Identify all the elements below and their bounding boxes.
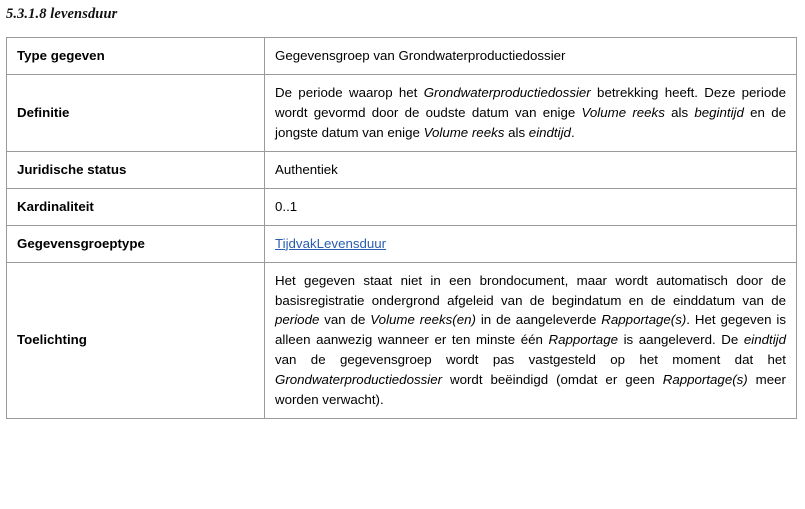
- body-text: van de: [319, 312, 371, 328]
- row-label-gegevensgroeptype: Gegevensgroeptype: [7, 225, 265, 262]
- body-text: . Het gegeven is alleen aanwezig wanneer er ten minste één: [275, 312, 786, 348]
- body-text: als: [504, 124, 529, 140]
- emphasis-text: Grondwaterproductiedossier: [275, 372, 443, 388]
- table-row: [7, 262, 797, 419]
- emphasis-text: Grondwaterproductiedossier: [423, 84, 591, 100]
- row-value-toelichting: [265, 262, 797, 419]
- specification-table: [6, 37, 797, 419]
- paragraph: [275, 271, 786, 411]
- emphasis-text: periode: [275, 312, 320, 328]
- row-label-definitie: Definitie: [7, 74, 265, 151]
- row-label-type-gegeven: Type gegeven: [7, 38, 265, 75]
- body-text: .: [570, 124, 575, 140]
- body-text: De periode waarop het: [275, 84, 424, 100]
- body-text: van de gegevensgroep wordt pas vastgesteld op het moment dat het: [275, 352, 786, 368]
- body-text: en de jongste datum van enige: [275, 104, 786, 140]
- body-text: wordt beëindigd (omdat er geen: [442, 372, 663, 388]
- emphasis-text: Volume reeks: [423, 124, 505, 140]
- body-text: is aangeleverd. De: [618, 332, 744, 348]
- body-text: als: [664, 104, 695, 120]
- gegevensgroeptype-link[interactable]: TijdvakLevensduur: [275, 235, 387, 251]
- row-label-toelichting: Toelichting: [7, 262, 265, 419]
- paragraph: [275, 83, 786, 143]
- section-heading: 5.3.1.8 levensduur: [6, 6, 118, 22]
- emphasis-text: eindtijd: [528, 124, 571, 140]
- row-label-juridische-status: Juridische status: [7, 151, 265, 188]
- table-row: [7, 225, 797, 262]
- table-row: [7, 188, 797, 225]
- emphasis-text: eindtijd: [743, 332, 787, 348]
- document-page: [0, 6, 805, 509]
- emphasis-text: Rapportage(s): [601, 312, 687, 328]
- emphasis-text: Rapportage(s): [662, 372, 748, 388]
- body-text: in de aangeleverde: [475, 312, 602, 328]
- body-text: meer worden verwacht).: [275, 372, 786, 408]
- row-value-kardinaliteit: 0..1: [265, 188, 797, 225]
- table-row: [7, 151, 797, 188]
- body-text: betrekking heeft. Deze periode wordt gevormd door de oudste datum van enige: [275, 84, 787, 120]
- table-row: [7, 38, 797, 75]
- table-body: [7, 38, 797, 419]
- emphasis-text: Rapportage: [548, 332, 618, 348]
- row-value-definitie: [265, 74, 797, 151]
- emphasis-text: Volume reeks: [581, 104, 665, 120]
- table-row: [7, 74, 797, 151]
- body-text: Het gegeven staat niet in een brondocument, maar wordt automatisch door de basisregistratie ondergrond afgeleid van de begindatum en de einddatum van de: [275, 272, 786, 308]
- row-value-juridische-status: Authentiek: [265, 151, 797, 188]
- emphasis-text: begintijd: [694, 104, 744, 120]
- row-label-kardinaliteit: Kardinaliteit: [7, 188, 265, 225]
- emphasis-text: Volume reeks(en): [370, 312, 476, 328]
- row-value-gegevensgroeptype: [265, 225, 797, 262]
- row-value-type-gegeven: Gegevensgroep van Grondwaterproductiedossier: [265, 38, 797, 75]
